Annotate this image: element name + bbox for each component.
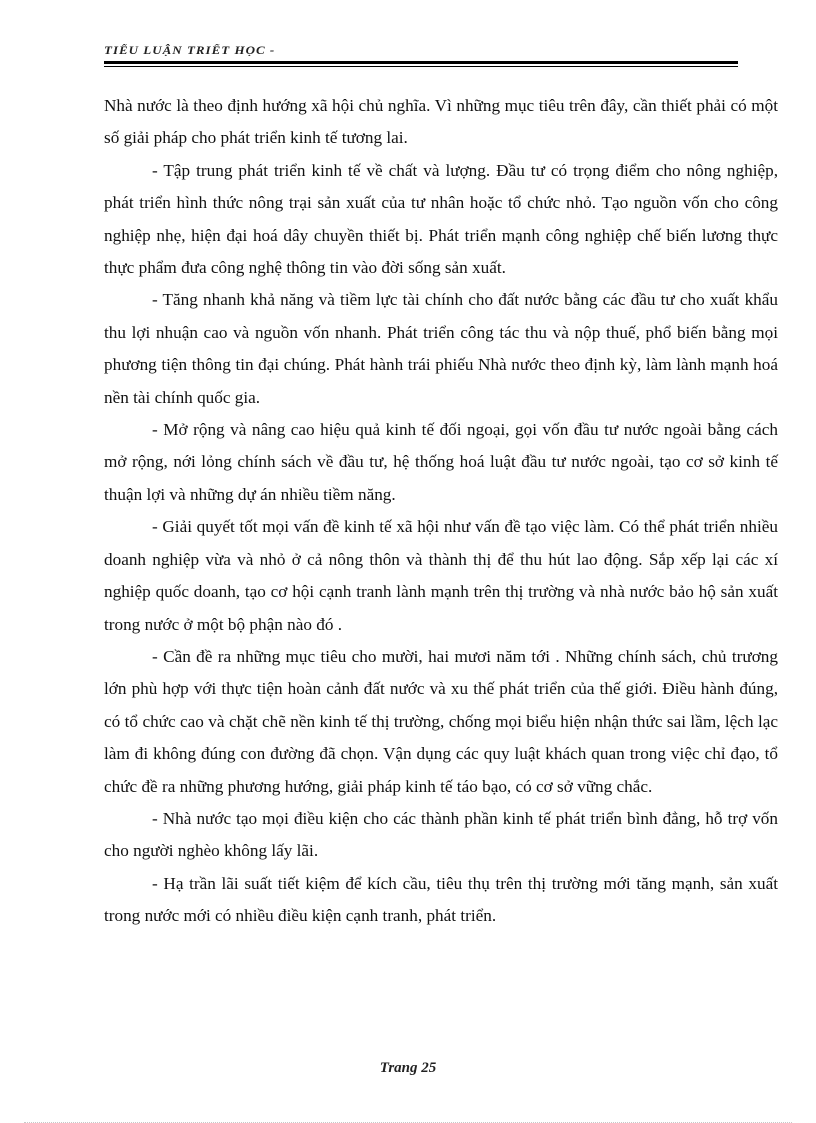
document-body <box>104 90 778 933</box>
paragraph-economic-development: - Tập trung phát triển kinh tế về chất và lượng. Đầu tư có trọng điểm cho nông nghiệp, phát triển hình thức nông trại sản xuất của tư nhân hoặc tổ chức nhỏ. Tạo nguồn vốn cho công nghiệp nhẹ, hiện đại hoá dây chuyền thiết bị. Phát triển mạnh công nghiệp chế biến lương thực thực phẩm đưa công nghệ thông tin vào đời sống sản xuất. <box>104 160 778 278</box>
header-title: TIỂU LUẬN TRIẾT HỌC - <box>104 44 276 56</box>
paragraph-socioeconomic-issues: - Giải quyết tốt mọi vấn đề kinh tế xã hội như vấn đề tạo việc làm. Có thể phát triển nhiều doanh nghiệp vừa và nhỏ ở cả nông thôn và thành thị để thu hút lao động. Sắp xếp lại các xí nghiệp quốc doanh, tạo cơ hội cạnh tranh lành mạnh trên thị trường và nhà nước bảo hộ sản xuất trong nước ở một bộ phận nào đó . <box>104 517 778 634</box>
paragraph-interest-rates: - Hạ trần lãi suất tiết kiệm để kích cầu, tiêu thụ trên thị trường mới tăng mạnh, sản xuất trong nước mới có nhiều điều kiện cạnh tranh, phát triển. <box>104 873 778 926</box>
paragraph-long-term-goals: - Cần đề ra những mục tiêu cho mười, hai mươi năm tới . Những chính sách, chủ trương lớn phù hợp với thực tiện hoàn cảnh đất nước và xu thế phát triển của thế giới. Điều hành đúng, có tổ chức cao và chặt chẽ nền kinh tế thị trường, chống mọi biểu hiện nhận thức sai lầm, lệch lạc làm đi không đúng con đường đã chọn. Vận dụng các quy luật khách quan trong việc chỉ đạo, tổ chức đề ra những phương hướng, giải pháp kinh tế táo bạo, có cơ sở vững chắc. <box>104 646 778 796</box>
header-rule-thin <box>104 66 738 67</box>
page-number: Trang 25 <box>379 1060 437 1076</box>
header-rule-thick <box>104 61 738 64</box>
paragraph-equal-development: - Nhà nước tạo mọi điều kiện cho các thành phần kinh tế phát triển bình đẳng, hỗ trợ vốn cho người nghèo không lấy lãi. <box>104 808 778 861</box>
paragraph-continuation: Nhà nước là theo định hướng xã hội chủ nghĩa. Vì những mục tiêu trên đây, cần thiết phải có một số giải pháp cho phát triển kinh tế tương lai. <box>104 96 778 148</box>
page-header <box>104 44 738 67</box>
paragraph-financial-capacity: - Tăng nhanh khả năng và tiềm lực tài chính cho đất nước bằng các đầu tư cho xuất khẩu thu lợi nhuận cao và nguồn vốn nhanh. Phát triển công tác thu và nộp thuế, phổ biến bằng mọi phương tiện thông tin đại chúng. Phát hành trái phiếu Nhà nước theo định kỳ, làm lành mạnh hoá nền tài chính quốc gia. <box>104 290 778 407</box>
paragraph-foreign-economics: - Mở rộng và nâng cao hiệu quả kinh tế đối ngoại, gọi vốn đầu tư nước ngoài bằng cách mở rộng, nới lỏng chính sách về đầu tư, hệ thống hoá luật đầu tư nước ngoài, tạo cơ sở kinh tế thuận lợi và những dự án nhiều tiềm năng. <box>104 420 778 504</box>
